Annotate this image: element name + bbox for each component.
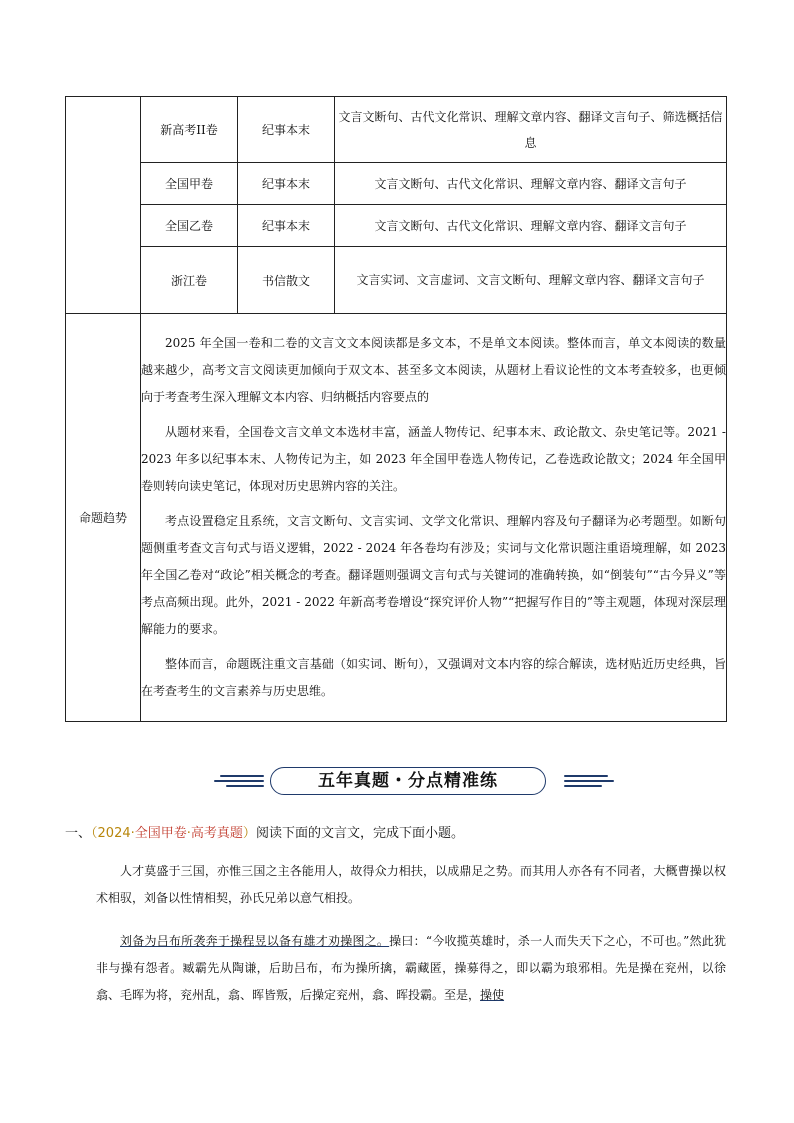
source-tag: 高考真题 (190, 826, 243, 841)
genre-cell: 书信散文 (238, 247, 335, 314)
genre-cell: 纪事本末 (238, 163, 335, 205)
trend-paragraph: 2025 年全国一卷和二卷的文言文文本阅读都是多文本，不是单文本阅读。整体而言，单文本阅读的数量越来越少，高考文言文阅读更加倾向于双文本、甚至多文本阅读，从题材上看议论性的文本考查较多，也更倾向于考查考生深入理解文本内容、归纳概括内容要点的 (141, 336, 726, 404)
banner-right-lines-icon (564, 775, 614, 790)
underlined-sentence-tail: 操使 (480, 988, 505, 1002)
banner-left-lines-icon (214, 775, 264, 790)
question-number: 一、 (65, 826, 92, 841)
passage-text: 操曰：“今收揽英雄时，杀一人而失天下之心，不可也。”然此犹非与操有怨者。臧霸先从陶谦，后助吕布，布为操所擒，霸藏匿，操募得之，即以霸为琅邪相。先是操在兖州，以徐翕、毛晖为将，兖州乱，翕、晖皆叛，后操定兖州，翕、晖投霸。至是， (96, 934, 726, 1002)
question-instruction: 阅读下面的文言文，完成下面小题。 (255, 826, 464, 841)
section-title: 五年真题・分点精准练 (270, 767, 546, 795)
points-cell: 文言文断句、古代文化常识、理解文章内容、翻译文言句子、筛选概括信息 (335, 97, 727, 163)
paper-cell: 全国乙卷 (141, 205, 238, 247)
genre-cell: 纪事本末 (238, 205, 335, 247)
trend-paragraph: 考点设置稳定且系统，文言文断句、文言实词、文学文化常识、理解内容及句子翻译为必考题型。如断句题侧重考查文言句式与语义逻辑，2022 - 2024 年各卷均有涉及；实词与文化常识题注重语境理解，如 2023 年全国乙卷对“政论”相关概念的考查。翻译题则强调文言句式与关键词的准确转换，如“倒装句”“古今异义”等考点高频出现。此外，2021 - 2022 年新高考卷增设“探究评价人物”“把握写作目的”等主观题，体现对深层理解能力的要求。 (141, 514, 726, 636)
trend-label: 命题趋势 (66, 314, 141, 722)
paper-cell: 全国甲卷 (141, 163, 238, 205)
trend-paragraph: 整体而言，命题既注重文言基础（如实词、断句），又强调对文本内容的综合解读，选材贴近历史经典，旨在考查考生的文言素养与历史思维。 (141, 657, 726, 698)
passage-paragraph-1: 人才莫盛于三国，亦惟三国之主各能用人，故得众力相扶，以成鼎足之势。而其用人亦各有不同者，大概曹操以权术相驭，刘备以性情相契，孙氏兄弟以意气相投。 (96, 864, 726, 905)
trend-body (141, 314, 727, 722)
genre-cell: 纪事本末 (238, 97, 335, 163)
trend-paragraph: 从题材来看，全国卷文言文单文本选材丰富，涵盖人物传记、纪事本末、政论散文、杂史笔记等。2021 - 2023 年多以纪事本末、人物传记为主，如 2023 年全国甲卷选人物传记，乙卷选政论散文；2024 年全国甲卷则转向读史笔记，体现对历史思辨内容的关注。 (141, 425, 726, 493)
underlined-sentence: 刘备为吕布所袭奔于操程昱以备有雄才劝操图之。 (120, 934, 390, 948)
points-cell: 文言实词、文言虚词、文言文断句、理解文章内容、翻译文言句子 (335, 247, 727, 314)
section-banner (214, 767, 614, 795)
exam-analysis-table (65, 96, 727, 722)
question-source: （2024·全国甲卷·高考真题） (91, 826, 256, 841)
passage-paragraph-2 (96, 928, 726, 1009)
points-cell: 文言文断句、古代文化常识、理解文章内容、翻译文言句子 (335, 163, 727, 205)
paper-cell: 新高考II卷 (141, 97, 238, 163)
points-cell: 文言文断句、古代文化常识、理解文章内容、翻译文言句子 (335, 205, 727, 247)
table-blank-cell (66, 97, 141, 314)
question-heading (65, 822, 464, 841)
paper-cell: 浙江卷 (141, 247, 238, 314)
source-paper: 全国甲卷 (134, 826, 187, 841)
